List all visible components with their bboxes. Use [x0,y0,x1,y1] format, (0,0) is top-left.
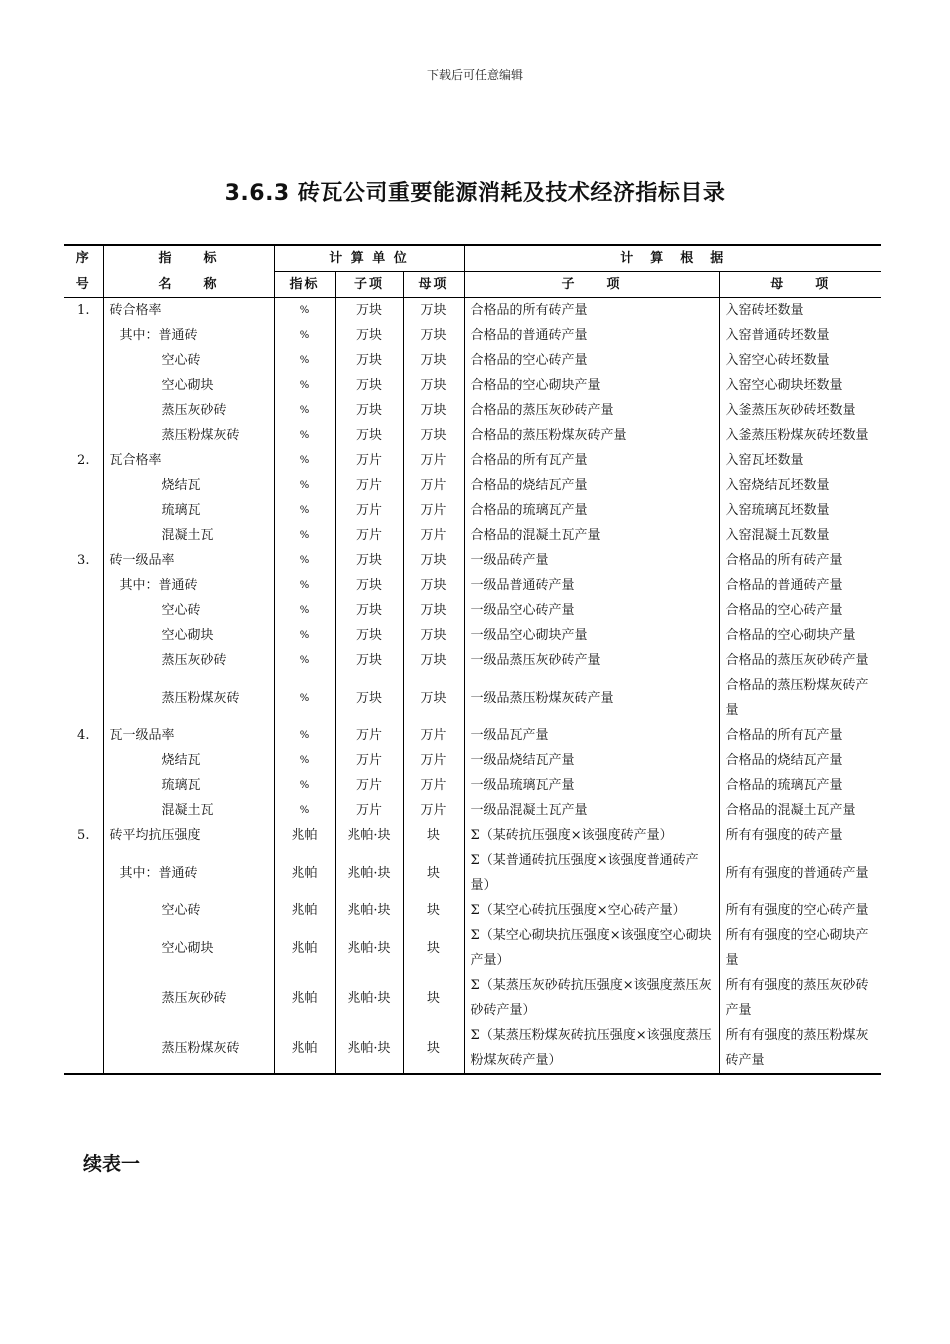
row-seq [64,348,103,373]
table-row [64,898,881,923]
table-row [64,423,881,448]
row-unit-index: % [274,648,335,673]
row-basis-sub: 合格品的空心砖产量 [464,348,719,373]
row-basis-parent: 合格品的烧结瓦产量 [719,748,881,773]
row-unit-parent: 万块 [403,673,464,723]
row-basis-sub: 一级品琉璃瓦产量 [464,773,719,798]
row-basis-sub: 合格品的混凝土瓦产量 [464,523,719,548]
row-seq: 2. [77,453,90,468]
row-name: 琉璃瓦 [103,498,274,523]
table-row [64,523,881,548]
row-basis-parent: 所有有强度的砖产量 [719,823,881,848]
row-unit-index: % [274,773,335,798]
header-unit-group: 计 算 单 位 [274,245,464,272]
row-unit-index: % [274,548,335,573]
row-basis-sub: 一级品烧结瓦产量 [464,748,719,773]
row-unit-sub: 兆帕·块 [335,823,403,848]
row-unit-sub: 万块 [335,598,403,623]
table-row [64,373,881,398]
row-name: 其中：普通砖 [103,323,274,348]
row-unit-parent: 万片 [403,523,464,548]
row-unit-parent: 万片 [403,748,464,773]
row-unit-sub: 万块 [335,398,403,423]
row-unit-sub: 万片 [335,748,403,773]
row-basis-sub: Σ（某蒸压灰砂砖抗压强度×该强度蒸压灰砂砖产量） [464,973,719,1023]
indicator-table [64,244,881,1075]
row-unit-sub: 万片 [335,723,403,748]
row-unit-index: % [274,323,335,348]
row-seq [64,673,103,723]
row-seq [64,798,103,823]
row-name: 砖平均抗压强度 [103,823,274,848]
row-unit-sub: 万块 [335,548,403,573]
row-basis-parent: 所有有强度的蒸压灰砂砖产量 [719,973,881,1023]
row-basis-parent: 入窑空心砖坯数量 [719,348,881,373]
row-unit-parent: 块 [403,1023,464,1074]
header-unit-parent: 母项 [403,272,464,298]
row-unit-parent: 万块 [403,348,464,373]
row-name: 瓦一级品率 [103,723,274,748]
row-seq [64,398,103,423]
page-title: 3.6.3 砖瓦公司重要能源消耗及技术经济指标目录 [224,181,726,206]
row-basis-parent: 入窑空心砌块坯数量 [719,373,881,398]
row-unit-parent: 万块 [403,323,464,348]
row-seq [64,848,103,898]
row-seq: 3. [77,553,90,568]
row-seq [64,423,103,448]
row-basis-parent: 所有有强度的蒸压粉煤灰砖产量 [719,1023,881,1074]
row-unit-sub: 万块 [335,348,403,373]
row-unit-parent: 万片 [403,723,464,748]
row-unit-sub: 万块 [335,673,403,723]
row-seq [64,898,103,923]
table-row [64,473,881,498]
row-basis-sub: 合格品的蒸压灰砂砖产量 [464,398,719,423]
row-unit-index: 兆帕 [274,898,335,923]
row-unit-sub: 万块 [335,623,403,648]
table-row [64,1023,881,1074]
row-basis-sub: Σ（某空心砌块抗压强度×该强度空心砌块产量） [464,923,719,973]
row-basis-sub: 合格品的所有瓦产量 [464,448,719,473]
header-note: 下载后可任意编辑 [426,68,523,82]
row-seq [64,598,103,623]
row-unit-sub: 万片 [335,498,403,523]
row-unit-sub: 万块 [335,323,403,348]
row-unit-index: % [274,473,335,498]
row-unit-index: % [274,373,335,398]
row-basis-parent: 合格品的所有瓦产量 [719,723,881,748]
table-body [64,298,881,1075]
row-basis-sub: Σ（某空心砖抗压强度×空心砖产量） [464,898,719,923]
row-seq [64,498,103,523]
row-unit-parent: 万块 [403,298,464,324]
row-unit-parent: 万片 [403,473,464,498]
row-name: 烧结瓦 [103,473,274,498]
row-name: 空心砌块 [103,373,274,398]
row-basis-sub: 一级品砖产量 [464,548,719,573]
table-row [64,848,881,898]
table-row [64,748,881,773]
table-row [64,823,881,848]
row-name: 蒸压粉煤灰砖 [103,673,274,723]
row-basis-parent: 合格品的普通砖产量 [719,573,881,598]
row-basis-parent: 合格品的琉璃瓦产量 [719,773,881,798]
row-basis-parent: 所有有强度的普通砖产量 [719,848,881,898]
table-row [64,598,881,623]
row-unit-parent: 万块 [403,648,464,673]
row-unit-index: % [274,798,335,823]
row-unit-parent: 万块 [403,623,464,648]
table-row [64,923,881,973]
row-unit-parent: 万块 [403,573,464,598]
row-seq [64,773,103,798]
header-seq-bottom: 号 [64,272,103,298]
table-row [64,323,881,348]
row-unit-parent: 块 [403,898,464,923]
row-unit-parent: 万块 [403,373,464,398]
table-row [64,673,881,723]
table-row [64,498,881,523]
header-basis-parent: 母 项 [719,272,881,298]
row-name: 砖合格率 [103,298,274,324]
row-basis-sub: 一级品瓦产量 [464,723,719,748]
row-unit-sub: 万块 [335,573,403,598]
row-basis-sub: 一级品蒸压粉煤灰砖产量 [464,673,719,723]
row-name: 空心砖 [103,348,274,373]
row-name: 瓦合格率 [103,448,274,473]
row-name: 空心砌块 [103,923,274,973]
table-row [64,348,881,373]
row-basis-sub: Σ（某普通砖抗压强度×该强度普通砖产量） [464,848,719,898]
row-name: 烧结瓦 [103,748,274,773]
row-seq: 5. [77,828,90,843]
row-basis-sub: Σ（某蒸压粉煤灰砖抗压强度×该强度蒸压粉煤灰砖产量） [464,1023,719,1074]
row-name: 其中：普通砖 [103,573,274,598]
header-basis-group: 计 算 根 据 [464,245,881,272]
row-unit-index: % [274,573,335,598]
row-basis-parent: 合格品的空心砌块产量 [719,623,881,648]
row-basis-parent: 入窑混凝土瓦数量 [719,523,881,548]
row-unit-sub: 万块 [335,648,403,673]
row-unit-parent: 万块 [403,398,464,423]
row-basis-sub: 合格品的烧结瓦产量 [464,473,719,498]
row-unit-parent: 万片 [403,773,464,798]
row-unit-parent: 万片 [403,798,464,823]
table-row [64,973,881,1023]
row-unit-index: % [274,623,335,648]
row-name: 其中：普通砖 [103,848,274,898]
row-seq [64,373,103,398]
row-basis-sub: 一级品空心砖产量 [464,598,719,623]
table-row [64,398,881,423]
row-seq [64,973,103,1023]
row-unit-sub: 万块 [335,423,403,448]
header-unit-index: 指标 [274,272,335,298]
row-unit-parent: 万片 [403,498,464,523]
row-unit-index: 兆帕 [274,973,335,1023]
row-basis-parent: 入窑瓦坯数量 [719,448,881,473]
row-unit-index: % [274,723,335,748]
row-basis-sub: 一级品普通砖产量 [464,573,719,598]
table-row [64,298,881,324]
row-unit-sub: 万块 [335,373,403,398]
row-basis-parent: 合格品的蒸压灰砂砖产量 [719,648,881,673]
row-unit-sub: 万片 [335,773,403,798]
row-seq: 4. [77,728,90,743]
row-basis-parent: 合格品的所有砖产量 [719,548,881,573]
row-seq [64,323,103,348]
row-name: 混凝土瓦 [103,523,274,548]
row-basis-sub: Σ（某砖抗压强度×该强度砖产量） [464,823,719,848]
row-unit-index: % [274,498,335,523]
row-name: 蒸压灰砂砖 [103,398,274,423]
row-basis-sub: 合格品的琉璃瓦产量 [464,498,719,523]
header-basis-sub: 子 项 [464,272,719,298]
row-unit-index: % [274,748,335,773]
table-row [64,548,881,573]
row-basis-sub: 合格品的普通砖产量 [464,323,719,348]
table-row [64,623,881,648]
row-unit-sub: 兆帕·块 [335,1023,403,1074]
row-unit-index: % [274,298,335,324]
row-unit-index: % [274,448,335,473]
row-unit-index: % [274,398,335,423]
table-row [64,648,881,673]
row-name: 蒸压粉煤灰砖 [103,1023,274,1074]
row-unit-sub: 万片 [335,798,403,823]
header-index-top: 指 标 [103,245,274,272]
row-seq [64,1023,103,1074]
row-unit-parent: 万块 [403,598,464,623]
row-unit-sub: 万块 [335,298,403,324]
row-unit-parent: 块 [403,848,464,898]
row-basis-parent: 入窑普通砖坯数量 [719,323,881,348]
row-basis-sub: 一级品混凝土瓦产量 [464,798,719,823]
row-unit-index: % [274,523,335,548]
row-name: 空心砌块 [103,623,274,648]
row-basis-parent: 所有有强度的空心砖产量 [719,898,881,923]
row-unit-sub: 兆帕·块 [335,848,403,898]
table-row [64,773,881,798]
row-seq [64,473,103,498]
row-unit-parent: 块 [403,973,464,1023]
row-name: 蒸压灰砂砖 [103,973,274,1023]
row-basis-parent: 合格品的混凝土瓦产量 [719,798,881,823]
table-row [64,798,881,823]
table-header [64,245,881,298]
row-unit-sub: 万片 [335,523,403,548]
row-basis-parent: 入窑砖坯数量 [719,298,881,324]
row-seq [64,573,103,598]
row-basis-parent: 入釜蒸压灰砂砖坯数量 [719,398,881,423]
row-unit-sub: 兆帕·块 [335,898,403,923]
continued-label: 续表一 [83,1153,141,1175]
table-row [64,448,881,473]
header-index-bottom: 名 称 [103,272,274,298]
row-seq [64,648,103,673]
header-unit-sub: 子项 [335,272,403,298]
row-unit-parent: 万块 [403,423,464,448]
row-unit-index: 兆帕 [274,1023,335,1074]
row-seq [64,523,103,548]
table-row [64,573,881,598]
row-unit-sub: 万片 [335,448,403,473]
row-name: 蒸压粉煤灰砖 [103,423,274,448]
row-name: 砖一级品率 [103,548,274,573]
row-unit-parent: 块 [403,923,464,973]
row-name: 空心砖 [103,898,274,923]
row-unit-parent: 万块 [403,548,464,573]
row-unit-parent: 万片 [403,448,464,473]
row-name: 空心砖 [103,598,274,623]
row-basis-sub: 合格品的所有砖产量 [464,298,719,324]
row-seq [64,923,103,973]
row-basis-parent: 入釜蒸压粉煤灰砖坯数量 [719,423,881,448]
row-seq [64,623,103,648]
row-basis-parent: 合格品的蒸压粉煤灰砖产量 [719,673,881,723]
row-unit-sub: 兆帕·块 [335,923,403,973]
row-basis-parent: 入窑烧结瓦坯数量 [719,473,881,498]
row-name: 琉璃瓦 [103,773,274,798]
row-seq: 1. [77,303,90,318]
row-basis-parent: 入窑琉璃瓦坯数量 [719,498,881,523]
row-basis-sub: 合格品的蒸压粉煤灰砖产量 [464,423,719,448]
row-basis-parent: 所有有强度的空心砌块产量 [719,923,881,973]
row-seq [64,748,103,773]
header-seq-top: 序 [64,245,103,272]
row-basis-parent: 合格品的空心砖产量 [719,598,881,623]
row-unit-index: % [274,673,335,723]
row-basis-sub: 一级品空心砌块产量 [464,623,719,648]
row-unit-index: % [274,423,335,448]
row-unit-index: % [274,598,335,623]
table-row [64,723,881,748]
row-unit-sub: 兆帕·块 [335,973,403,1023]
row-unit-index: 兆帕 [274,848,335,898]
row-unit-index: 兆帕 [274,923,335,973]
row-unit-index: % [274,348,335,373]
row-basis-sub: 合格品的空心砌块产量 [464,373,719,398]
row-unit-parent: 块 [403,823,464,848]
row-name: 蒸压灰砂砖 [103,648,274,673]
row-unit-sub: 万片 [335,473,403,498]
row-unit-index: 兆帕 [274,823,335,848]
row-basis-sub: 一级品蒸压灰砂砖产量 [464,648,719,673]
row-name: 混凝土瓦 [103,798,274,823]
